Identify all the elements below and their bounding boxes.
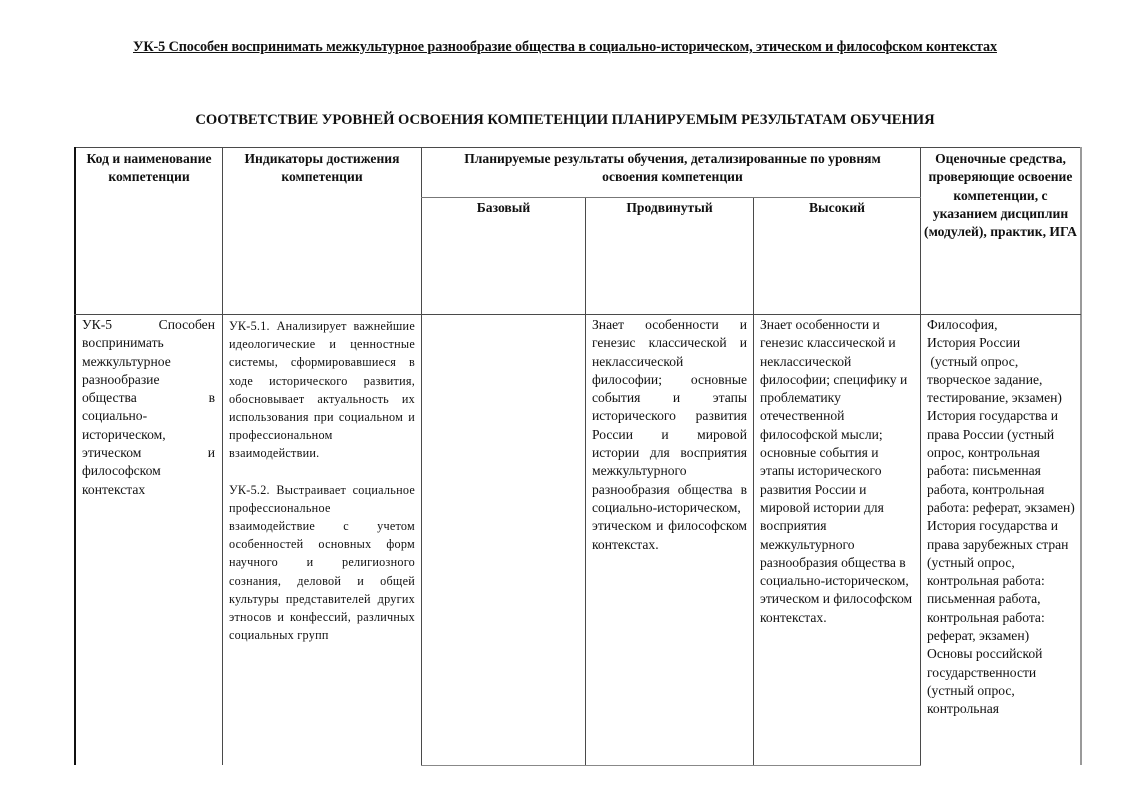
- col-divider-2: [421, 147, 422, 766]
- assessment-item: История государства и права зарубежных стран (устный опрос, контрольная работа: письменная работа, контрольная работа: реферат, экзамен): [927, 518, 1069, 644]
- col-divider-3: [585, 197, 586, 766]
- header-indicators: Индикаторы достижения компетенции: [244, 151, 400, 185]
- indicators-cell: [229, 317, 415, 644]
- section-title: СООТВЕТСТВИЕ УРОВНЕЙ ОСВОЕНИЯ КОМПЕТЕНЦИИ ПЛАНИРУЕМЫМ РЕЗУЛЬТАТАМ ОБУЧЕНИЯ: [195, 112, 935, 128]
- assessment-item: Основы российской государственности (устный опрос, контрольная: [927, 646, 1043, 717]
- table-right-border: [1080, 147, 1082, 765]
- assessment-item: История государства и права России (устный опрос, контрольная работа: письменная работа, контрольная работа: реферат, экзамен): [927, 408, 1075, 515]
- indicator-uk-5-1: УК-5.1. Анализирует важнейшие идеологические и ценностные системы, сформировавшиеся в ходе исторического развития, обосновывает актуальность их использования при социальном и профессиональном взаимодействии.: [229, 319, 415, 461]
- assessment-item: (устный опрос, творческое задание, тестирование, экзамен): [927, 353, 1062, 406]
- competency-code-name-cell: УК-5 Способен воспринимать межкультурное разнообразие общества в социально-историческом, этическом и философском контекстах: [82, 317, 215, 497]
- col-divider-5: [920, 147, 921, 766]
- level-advanced-cell: Знает особенности и генезис классической и неклассической философии; основные события и этапы исторического развития России и мировой истории для восприятия межкультурного разнообразия общества в социально-историческом, этическом и философском контекстах.: [592, 317, 747, 552]
- header-level-basic: Базовый: [476, 200, 531, 215]
- header-body-divider: [74, 314, 1081, 315]
- col-divider-1: [222, 147, 223, 765]
- level-high-cell: Знает особенности и генезис классической и неклассической философии; специфику и проблематику отечественной философской мысли; основные события и этапы исторического развития России и мировой истории для восприятия межкультурного разнообразия общества в социально-историческом, этическом и философском контекстах.: [760, 317, 913, 625]
- table-left-border: [74, 147, 76, 765]
- assessment-cell: [927, 316, 1077, 719]
- header-planned-results: Планируемые результаты обучения, детализированные по уровням освоения компетенции: [464, 151, 881, 185]
- indicator-spacer: [229, 463, 415, 481]
- header-assessment: Оценочные средства, проверяющие освоение компетенции, с указанием дисциплин (модулей), практик, ИГА: [924, 151, 1077, 240]
- competency-title: УК-5 Способен воспринимать межкультурное разнообразие общества в социально-историческом, этическом и философском контекстах: [133, 39, 997, 55]
- indicator-uk-5-2: УК-5.2. Выстраивает социальное профессиональное взаимодействие с учетом особенностей основных форм научного и религиозного сознания, деловой и общей культуры представителей других этносов и конфессий, различных социальных групп: [229, 482, 415, 643]
- levels-bottom-border: [421, 765, 921, 766]
- header-level-advanced: Продвинутый: [626, 200, 713, 215]
- header-code-name: Код и наименование компетенции: [86, 151, 212, 185]
- header-level-high: Высокий: [808, 200, 865, 215]
- table-top-border: [74, 147, 1081, 148]
- col-divider-4: [753, 197, 754, 766]
- assessment-item: Философия,: [927, 317, 998, 332]
- levels-subheader-line: [421, 197, 921, 198]
- assessment-item: История России: [927, 335, 1021, 351]
